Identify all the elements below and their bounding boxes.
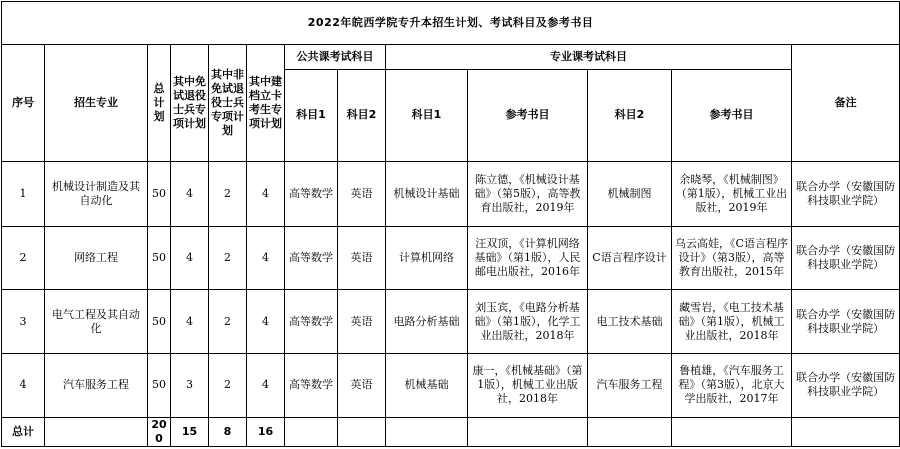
header-pub-subject2: 科目2	[338, 69, 386, 161]
header-poverty: 其中建档立卡考生专项计划	[247, 45, 285, 161]
row-remark: 联合办学（安徽国防科技职业学院）	[792, 290, 900, 354]
row-seq: 1	[2, 161, 45, 226]
totals-empty-cell	[672, 417, 792, 446]
row-exempt: 4	[171, 290, 209, 354]
header-total-plan: 总计划	[148, 45, 171, 161]
row-seq: 3	[2, 290, 45, 354]
row-remark: 联合办学（安徽国防科技职业学院）	[792, 161, 900, 226]
row-pub-subject2: 英语	[338, 226, 386, 290]
row-pub-subject1: 高等数学	[285, 290, 338, 354]
totals-label: 总计	[2, 417, 45, 446]
row-exempt: 4	[171, 226, 209, 290]
row-remark: 联合办学（安徽国防科技职业学院）	[792, 226, 900, 290]
header-pub-subject1: 科目1	[285, 69, 338, 161]
row-poverty: 4	[247, 290, 285, 354]
row-ref-book-1: 刘玉宾，《电路分析基础》（第1版），化学工业出版社，2018年	[468, 290, 588, 354]
row-prof-subject1: 机械基础	[386, 353, 468, 417]
row-remark: 联合办学（安徽国防科技职业学院）	[792, 353, 900, 417]
row-exempt: 3	[171, 353, 209, 417]
header-prof-subject2: 科目2	[588, 69, 672, 161]
row-prof-subject1: 电路分析基础	[386, 290, 468, 354]
row-ref-book-2: 余晓琴，《机械制图》（第1版），机械工业出版社，2019年	[672, 161, 792, 226]
row-ref-book-2: 鲁植雄，《汽车服务工程》（第3版），北京大学出版社，2017年	[672, 353, 792, 417]
title-row	[2, 2, 900, 45]
totals-major-empty	[45, 417, 148, 446]
row-pub-subject1: 高等数学	[285, 226, 338, 290]
row-prof-subject1: 计算机网络	[386, 226, 468, 290]
row-nonexempt: 2	[209, 290, 247, 354]
totals-total: 200	[148, 417, 171, 446]
header-row-1	[2, 45, 900, 69]
row-poverty: 4	[247, 226, 285, 290]
header-seq: 序号	[2, 45, 45, 161]
row-nonexempt: 2	[209, 226, 247, 290]
row-ref-book-2: 乌云高娃，《C语言程序设计》（第3版），高等教育出版社，2015年	[672, 226, 792, 290]
header-ref-books-1: 参考书目	[468, 69, 588, 161]
header-ref-books-2: 参考书目	[672, 69, 792, 161]
row-poverty: 4	[247, 353, 285, 417]
row-total: 50	[148, 161, 171, 226]
row-prof-subject2: C语言程序设计	[588, 226, 672, 290]
row-seq: 4	[2, 353, 45, 417]
row-total: 50	[148, 226, 171, 290]
row-prof-subject1: 机械设计基础	[386, 161, 468, 226]
row-ref-book-1: 陈立德，《机械设计基础》（第5版），高等教育出版社，2019年	[468, 161, 588, 226]
row-pub-subject2: 英语	[338, 353, 386, 417]
row-major: 机械设计制造及其自动化	[45, 161, 148, 226]
totals-empty-cell	[386, 417, 468, 446]
row-nonexempt: 2	[209, 161, 247, 226]
admission-plan-document	[1, 1, 899, 447]
row-prof-subject2: 汽车服务工程	[588, 353, 672, 417]
row-ref-book-1: 康一，《机械基础》（第1版），机械工业出版社，2018年	[468, 353, 588, 417]
row-nonexempt: 2	[209, 353, 247, 417]
totals-empty-cell	[468, 417, 588, 446]
header-exempt-veteran: 其中免试退役士兵专项计划	[171, 45, 209, 161]
totals-empty-cell	[588, 417, 672, 446]
row-major: 电气工程及其自动化	[45, 290, 148, 354]
row-exempt: 4	[171, 161, 209, 226]
totals-empty-cell	[792, 417, 900, 446]
header-public-group: 公共课考试科目	[285, 45, 386, 69]
header-major: 招生专业	[45, 45, 148, 161]
row-seq: 2	[2, 226, 45, 290]
row-pub-subject1: 高等数学	[285, 161, 338, 226]
row-major: 网络工程	[45, 226, 148, 290]
row-prof-subject2: 机械制图	[588, 161, 672, 226]
header-professional-group: 专业课考试科目	[386, 45, 792, 69]
row-ref-book-2: 藏雪岩，《电工技术基础》（第1版），机械工业出版社，2018年	[672, 290, 792, 354]
header-nonexempt-veteran: 其中非免试退役士兵专项计划	[209, 45, 247, 161]
header-prof-subject1: 科目1	[386, 69, 468, 161]
totals-exempt: 15	[171, 417, 209, 446]
row-poverty: 4	[247, 161, 285, 226]
row-ref-book-1: 汪双顶，《计算机网络基础》（第1版），人民邮电出版社，2016年	[468, 226, 588, 290]
row-pub-subject2: 英语	[338, 290, 386, 354]
totals-empty-cell	[285, 417, 338, 446]
table-row	[2, 161, 900, 226]
row-pub-subject1: 高等数学	[285, 353, 338, 417]
row-major: 汽车服务工程	[45, 353, 148, 417]
row-prof-subject2: 电工技术基础	[588, 290, 672, 354]
page-title: 2022年皖西学院专升本招生计划、考试科目及参考书目	[2, 2, 900, 45]
admission-plan-table	[1, 1, 900, 447]
totals-row	[2, 417, 900, 446]
row-total: 50	[148, 290, 171, 354]
header-remarks: 备注	[792, 45, 900, 161]
table-row	[2, 226, 900, 290]
totals-poverty: 16	[247, 417, 285, 446]
totals-empty-cell	[338, 417, 386, 446]
totals-nonexempt: 8	[209, 417, 247, 446]
row-pub-subject2: 英语	[338, 161, 386, 226]
table-row	[2, 353, 900, 417]
table-row	[2, 290, 900, 354]
row-total: 50	[148, 353, 171, 417]
